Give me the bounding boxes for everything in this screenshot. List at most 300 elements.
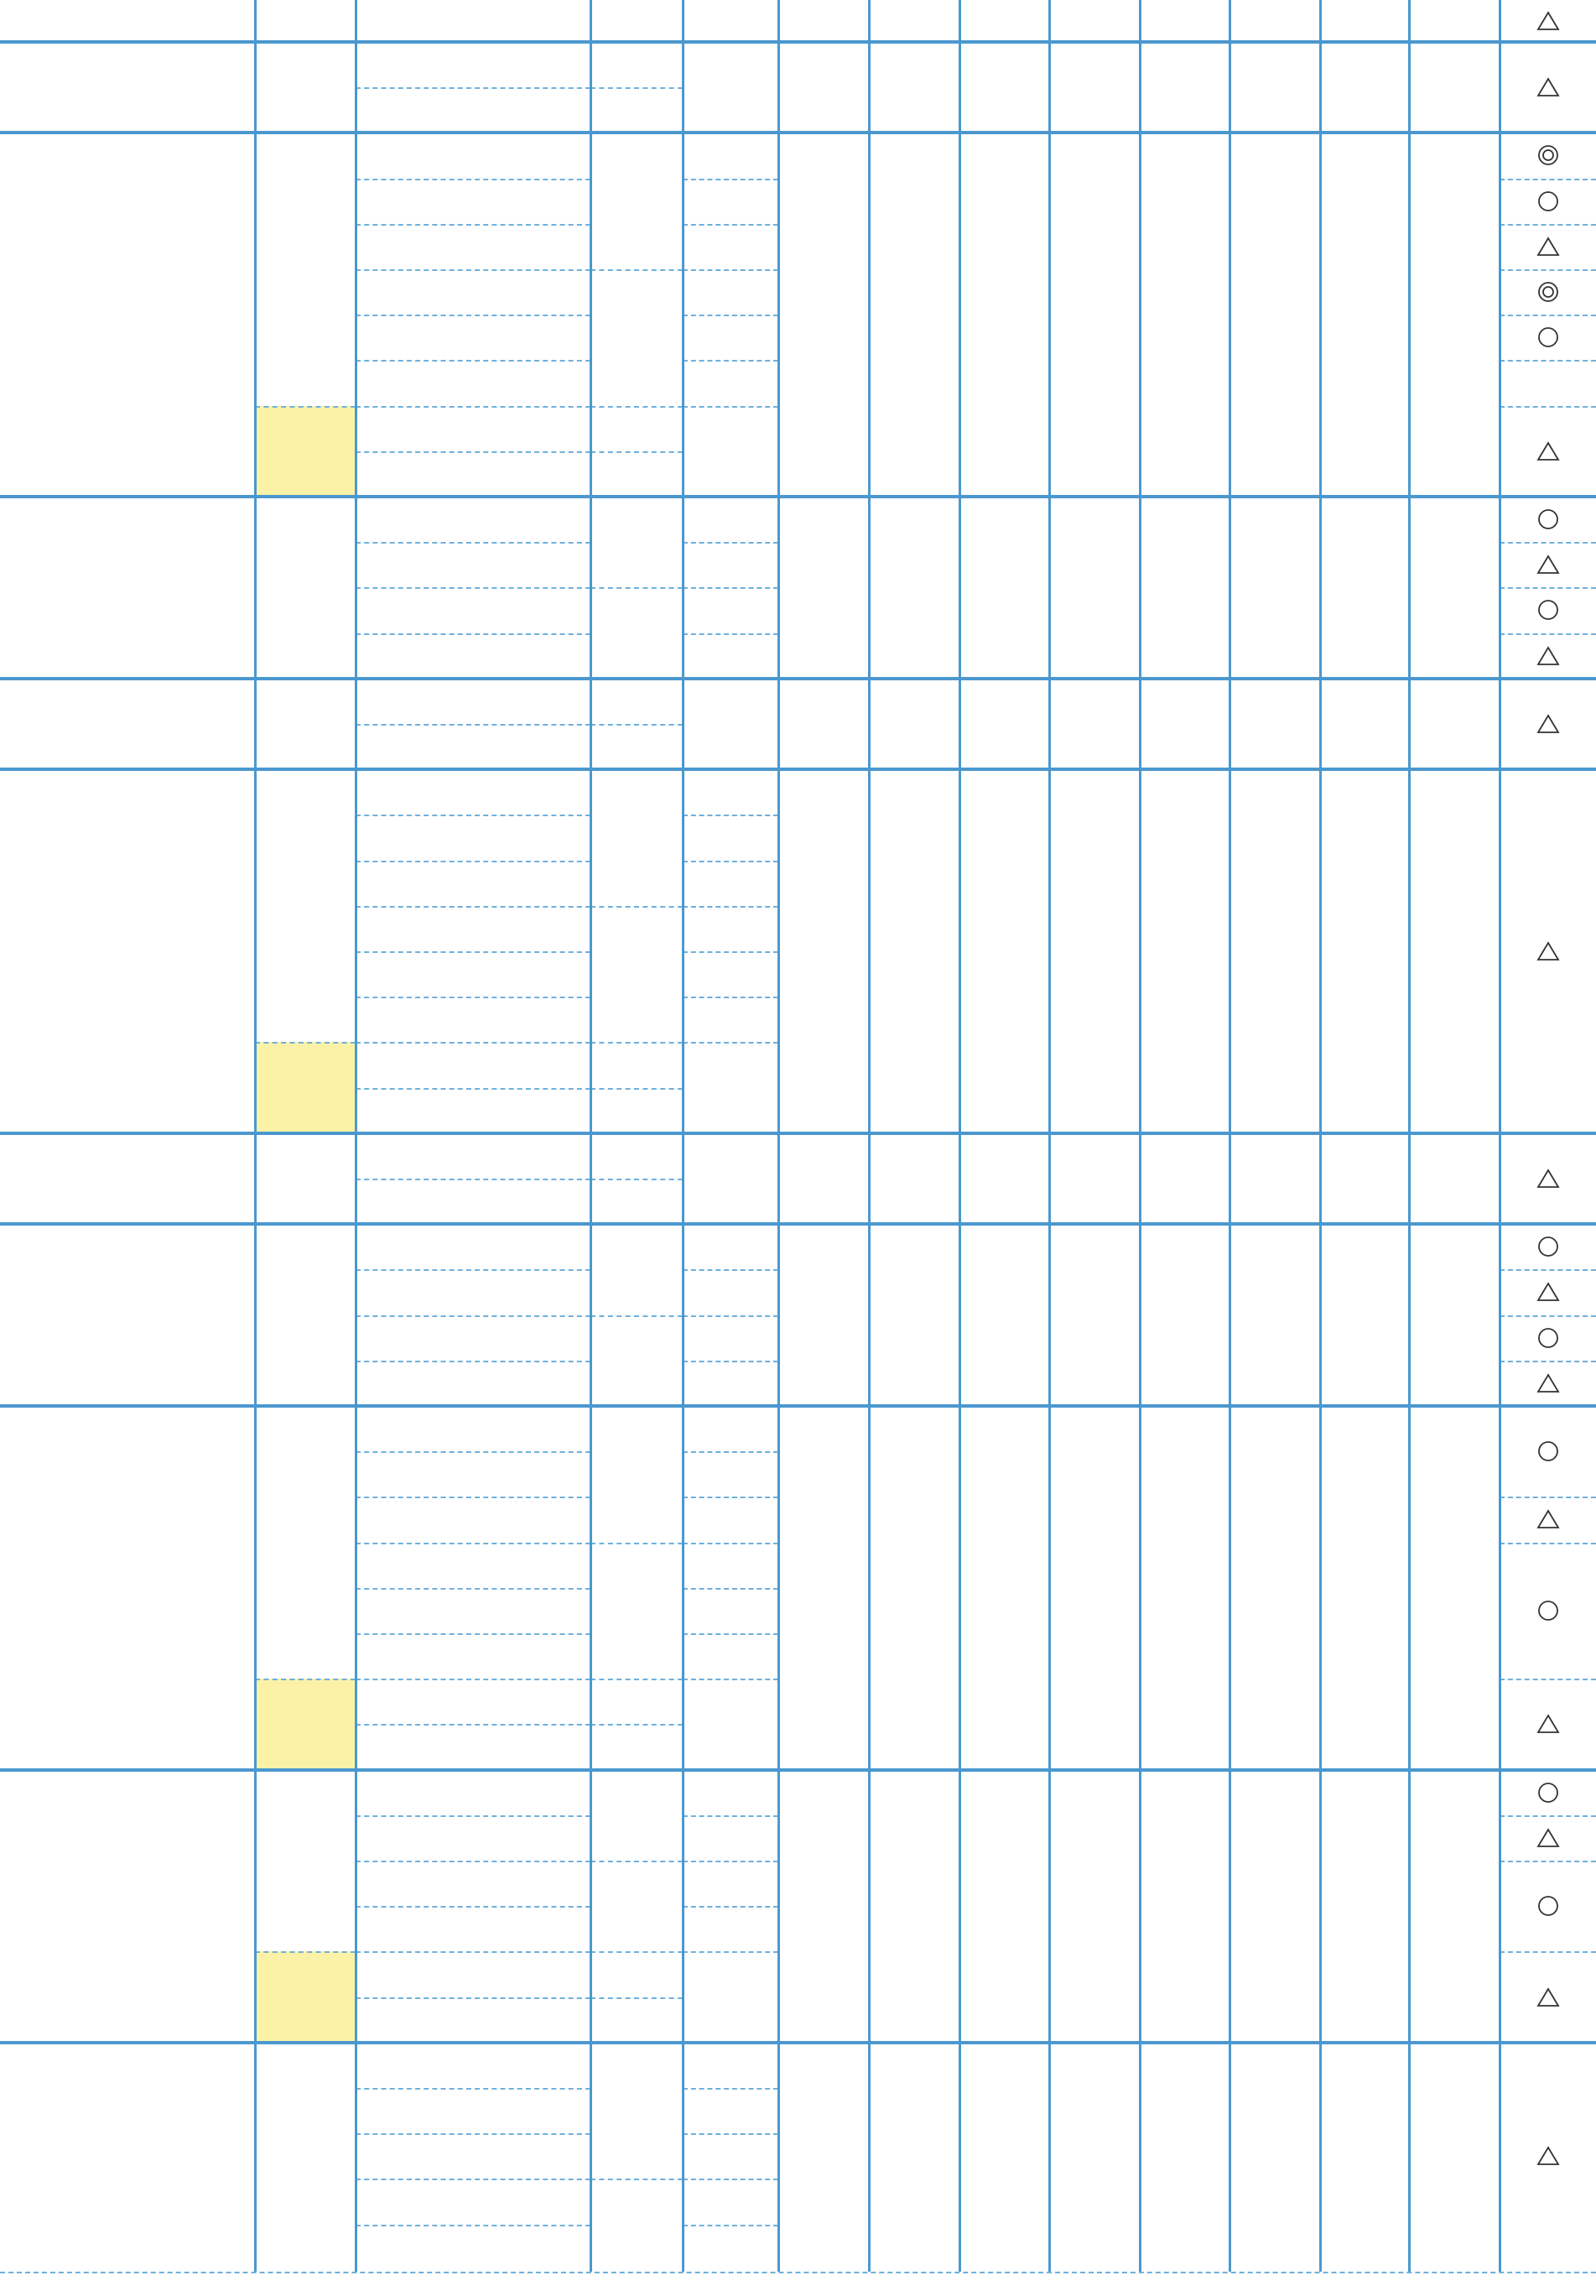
grid-line — [590, 1724, 683, 1726]
insert-code — [356, 2225, 590, 2270]
value-cell — [683, 769, 778, 815]
spec-d — [1049, 1770, 1140, 2043]
spec-f — [1229, 1406, 1320, 1770]
insert-code — [356, 1906, 590, 1951]
insert-code — [356, 315, 590, 360]
spec-b — [869, 133, 959, 497]
grid-line — [683, 951, 778, 953]
grid-line — [356, 1679, 590, 1680]
value-cell — [683, 1770, 778, 1815]
value-cell — [683, 2088, 778, 2133]
insert-code — [356, 360, 590, 405]
insert-code — [356, 1861, 590, 1906]
spec-c — [959, 42, 1049, 133]
grid-line — [1500, 406, 1596, 408]
grid-line — [590, 451, 683, 453]
insert-code — [356, 87, 590, 133]
spec-h — [1409, 1133, 1500, 1224]
grid-line — [1500, 1861, 1596, 1862]
grid-line — [1229, 0, 1231, 2272]
spec-d — [1049, 1406, 1140, 1770]
grid-line — [356, 861, 590, 862]
grid-line — [590, 0, 592, 2272]
spec-g — [1320, 679, 1409, 769]
grid-line — [356, 587, 590, 589]
grid-line — [683, 1543, 778, 1544]
value-cell — [683, 1543, 778, 1588]
value-cell — [683, 0, 778, 42]
grid-line — [356, 1315, 590, 1317]
grid-line — [254, 0, 257, 2272]
p-class-cell — [257, 1770, 356, 1952]
pitch-form-cell — [590, 587, 683, 678]
spec-e — [1140, 1133, 1229, 1224]
spec-g — [1320, 2043, 1409, 2270]
spec-c — [959, 133, 1049, 497]
insert-code — [356, 2043, 590, 2088]
grid-line — [255, 1679, 356, 1680]
spec-a — [778, 1770, 869, 2043]
thread-size-label — [0, 1770, 255, 2043]
grid-line — [356, 1951, 590, 1953]
triangle-grade-icon — [1500, 633, 1596, 679]
spec-h — [1409, 2043, 1500, 2270]
p-class-cell — [257, 1679, 356, 1769]
grid-line — [356, 1179, 590, 1180]
grid-line — [356, 1269, 590, 1271]
grid-line — [356, 315, 590, 316]
pitch-form-cell — [590, 133, 683, 269]
circle-grade-icon — [1500, 1861, 1596, 1951]
triangle-grade-icon — [1500, 1133, 1596, 1224]
insert-code — [356, 861, 590, 906]
insert-code — [356, 997, 590, 1042]
grid-line — [683, 633, 778, 635]
grid-line — [356, 2088, 590, 2090]
spec-g — [1320, 1133, 1409, 1224]
p-class-cell — [257, 1224, 356, 1406]
spec-c — [959, 1406, 1049, 1770]
triangle-grade-icon — [1500, 224, 1596, 269]
grid-line — [683, 542, 778, 544]
p-class-cell — [257, 769, 356, 1042]
grid-line — [356, 2133, 590, 2135]
spec-d — [1049, 133, 1140, 497]
triangle-grade-icon — [1500, 1269, 1596, 1315]
spec-e — [1140, 1406, 1229, 1770]
grid-line — [0, 2272, 1596, 2273]
spec-f — [1229, 679, 1320, 769]
grid-line — [868, 0, 871, 2272]
grid-line — [356, 951, 590, 953]
value-cell — [683, 2133, 778, 2179]
pitch-form-cell — [590, 1724, 683, 1769]
insert-code — [356, 1543, 590, 1588]
triangle-grade-icon — [1500, 2043, 1596, 2270]
grid-line — [1500, 1315, 1596, 1317]
value-cell — [683, 224, 778, 269]
value-cell — [683, 906, 778, 951]
grid-line — [356, 1724, 590, 1726]
value-cell — [683, 633, 778, 679]
spec-h — [1409, 679, 1500, 769]
value-cell — [683, 1633, 778, 1679]
insert-code — [356, 497, 590, 542]
grid-line — [682, 0, 684, 2272]
spec-c — [959, 2043, 1049, 2270]
grid-line — [683, 2179, 778, 2180]
pitch-form-cell — [590, 0, 683, 42]
insert-code — [356, 406, 590, 451]
grid-line — [590, 1543, 683, 1544]
grid-line — [590, 1179, 683, 1180]
grid-line — [356, 360, 590, 362]
triangle-grade-icon — [1500, 1951, 1596, 2042]
grid-line — [356, 1588, 590, 1590]
pitch-form-cell — [590, 1088, 683, 1133]
value-cell — [683, 2179, 778, 2224]
value-cell — [683, 360, 778, 405]
triangle-grade-icon — [1500, 769, 1596, 1133]
grid-line — [356, 997, 590, 998]
value-cell — [683, 269, 778, 315]
pitch-form-cell — [590, 406, 683, 451]
grid-line — [777, 0, 780, 2272]
spec-g — [1320, 1770, 1409, 2043]
grid-line — [590, 906, 683, 908]
grid-line — [1500, 224, 1596, 226]
pitch-form-cell — [590, 451, 683, 497]
pitch-form-cell — [590, 906, 683, 1043]
grid-line — [683, 360, 778, 362]
grid-line — [356, 1815, 590, 1817]
circle-grade-icon — [1500, 1406, 1596, 1497]
grid-line — [683, 1269, 778, 1271]
grid-line — [1500, 1361, 1596, 1362]
pitch-form-cell — [590, 2179, 683, 2269]
insert-code — [356, 1042, 590, 1087]
circle-grade-icon — [1500, 1224, 1596, 1269]
insert-code — [356, 42, 590, 87]
pitch-form-cell — [590, 269, 683, 406]
insert-code — [356, 587, 590, 633]
grid-line — [1500, 179, 1596, 180]
circle-grade-icon — [1500, 1770, 1596, 1815]
grid-line — [356, 906, 590, 908]
insert-code — [356, 1133, 590, 1179]
spec-d — [1049, 2043, 1140, 2270]
grid-line — [356, 815, 590, 816]
grid-line — [590, 1088, 683, 1090]
grid-line — [356, 1451, 590, 1453]
insert-code — [356, 2133, 590, 2179]
insert-code — [356, 1951, 590, 1997]
grid-line — [1408, 0, 1411, 2272]
insert-code — [356, 269, 590, 315]
value-cell — [683, 2043, 778, 2088]
grid-line — [356, 1997, 590, 1999]
grid-line — [356, 1088, 590, 1090]
pitch-form-cell — [590, 1679, 683, 1724]
grid-line — [683, 997, 778, 998]
grid-line — [683, 2225, 778, 2226]
insert-code — [356, 1633, 590, 1679]
spec-b — [869, 0, 959, 42]
value-cell — [683, 133, 778, 178]
thread-size-label — [0, 2043, 255, 2270]
insert-code — [356, 179, 590, 224]
circle-grade-icon — [1500, 1543, 1596, 1679]
insert-code — [356, 1269, 590, 1315]
value-cell — [683, 1315, 778, 1361]
spec-a — [778, 2043, 869, 2270]
pitch-form-cell — [590, 87, 683, 133]
spec-d — [1049, 769, 1140, 1133]
grid-line — [683, 1906, 778, 1908]
value-cell — [683, 179, 778, 224]
spec-c — [959, 497, 1049, 679]
spec-a — [778, 497, 869, 679]
value-cell — [683, 406, 778, 497]
insert-code — [356, 1179, 590, 1224]
value-cell — [683, 1451, 778, 1497]
spec-a — [778, 1133, 869, 1224]
grid-line — [590, 269, 683, 271]
pitch-form-cell — [590, 497, 683, 587]
grid-line — [683, 1815, 778, 1817]
grid-line — [590, 2179, 683, 2180]
spec-f — [1229, 0, 1320, 42]
grid-line — [356, 1042, 590, 1044]
grid-line — [356, 633, 590, 635]
grid-line — [683, 1588, 778, 1590]
spec-f — [1229, 133, 1320, 497]
spec-e — [1140, 0, 1229, 42]
grid-line — [590, 587, 683, 589]
spec-b — [869, 1406, 959, 1770]
insert-code — [356, 1088, 590, 1133]
spec-a — [778, 0, 869, 42]
pitch-form-cell — [590, 1406, 683, 1543]
thread-size-label — [0, 679, 255, 769]
thread-size-label — [0, 769, 255, 1133]
value-cell — [683, 815, 778, 860]
spec-d — [1049, 497, 1140, 679]
double-circle-grade-icon — [1500, 269, 1596, 315]
grid-line — [1500, 633, 1596, 635]
grid-line — [1500, 587, 1596, 589]
pitch-form-cell — [590, 1997, 683, 2043]
spec-h — [1409, 133, 1500, 497]
p-class-cell — [257, 497, 356, 679]
p-class-cell — [257, 2043, 356, 2270]
grid-line — [683, 406, 778, 408]
grid-line — [255, 1951, 356, 1953]
insert-code — [356, 1361, 590, 1406]
value-cell — [683, 1679, 778, 1769]
grid-line — [1319, 0, 1322, 2272]
p-class-cell — [257, 1133, 356, 1224]
insert-code — [356, 1815, 590, 1861]
spec-d — [1049, 679, 1140, 769]
insert-code — [356, 815, 590, 860]
pitch-form-cell — [590, 1951, 683, 1997]
value-cell — [683, 997, 778, 1042]
insert-code — [356, 542, 590, 587]
grid-line — [356, 542, 590, 544]
spec-b — [869, 2043, 959, 2270]
p-class-cell — [257, 1951, 356, 2042]
grid-line — [683, 1315, 778, 1317]
spec-f — [1229, 769, 1320, 1133]
pitch-form-cell — [590, 1315, 683, 1406]
grid-line — [356, 2179, 590, 2180]
pitch-form-cell — [590, 1133, 683, 1179]
triangle-grade-icon — [1500, 406, 1596, 497]
grid-line — [590, 1861, 683, 1862]
insert-code — [356, 724, 590, 769]
value-cell — [683, 1588, 778, 1633]
grid-line — [1499, 0, 1501, 2272]
spec-b — [869, 1770, 959, 2043]
grid-line — [356, 179, 590, 180]
insert-code — [356, 2179, 590, 2224]
pitch-form-cell — [590, 2043, 683, 2179]
spec-a — [778, 1224, 869, 1406]
grid-line — [356, 1497, 590, 1498]
insert-code — [356, 133, 590, 178]
grid-line — [683, 1951, 778, 1953]
thread-size-label — [0, 1133, 255, 1224]
grid-line — [683, 587, 778, 589]
spec-d — [1049, 42, 1140, 133]
spec-g — [1320, 1406, 1409, 1770]
insert-code — [356, 1724, 590, 1769]
spec-c — [959, 679, 1049, 769]
grid-line — [356, 451, 590, 453]
spec-f — [1229, 42, 1320, 133]
grid-line — [683, 815, 778, 816]
grid-line — [1500, 1679, 1596, 1680]
grid-line — [590, 1997, 683, 1999]
triangle-grade-icon — [1500, 1815, 1596, 1861]
circle-grade-icon — [1500, 1315, 1596, 1361]
pitch-form-cell — [590, 1224, 683, 1315]
grid-line — [1500, 542, 1596, 544]
grid-line — [356, 1361, 590, 1362]
spec-a — [778, 769, 869, 1133]
value-cell — [683, 1815, 778, 1861]
grid-line — [683, 1361, 778, 1362]
value-cell — [683, 1361, 778, 1406]
grid-line — [356, 2225, 590, 2226]
thread-size-label — [0, 0, 255, 42]
spec-c — [959, 0, 1049, 42]
spec-e — [1140, 679, 1229, 769]
spec-f — [1229, 497, 1320, 679]
grid-line — [683, 1497, 778, 1498]
grid-line — [1500, 1815, 1596, 1817]
insert-code — [356, 633, 590, 679]
grid-line — [356, 269, 590, 271]
spec-a — [778, 133, 869, 497]
grid-line — [683, 2088, 778, 2090]
pitch-form-cell — [590, 1543, 683, 1679]
grid-line — [590, 1042, 683, 1044]
grid-line — [356, 87, 590, 89]
grid-line — [1500, 360, 1596, 362]
grid-line — [683, 1451, 778, 1453]
value-cell — [683, 2225, 778, 2270]
value-cell — [683, 1497, 778, 1542]
pitch-form-cell — [590, 1179, 683, 1224]
insert-code — [356, 1497, 590, 1542]
spec-c — [959, 769, 1049, 1133]
grid-line — [683, 1679, 778, 1680]
spec-h — [1409, 1406, 1500, 1770]
insert-code — [356, 1451, 590, 1497]
double-circle-grade-icon — [1500, 133, 1596, 178]
grid-line — [590, 724, 683, 726]
spec-b — [869, 497, 959, 679]
circle-grade-icon — [1500, 587, 1596, 633]
grid-line — [683, 861, 778, 862]
triangle-grade-icon — [1500, 1679, 1596, 1769]
spec-c — [959, 1133, 1049, 1224]
p-class-cell — [257, 406, 356, 497]
spec-g — [1320, 42, 1409, 133]
insert-code — [356, 0, 590, 42]
grid-line — [683, 1861, 778, 1862]
spec-a — [778, 679, 869, 769]
grid-line — [355, 0, 357, 2272]
grid-line — [590, 406, 683, 408]
grid-line — [356, 406, 590, 408]
spec-e — [1140, 133, 1229, 497]
value-cell — [683, 951, 778, 997]
blank-grade-cell — [1500, 360, 1596, 405]
spec-e — [1140, 769, 1229, 1133]
value-cell — [683, 1951, 778, 2042]
value-cell — [683, 42, 778, 133]
value-cell — [683, 679, 778, 769]
spec-d — [1049, 1224, 1140, 1406]
insert-code — [356, 951, 590, 997]
thread-size-label — [0, 133, 255, 497]
value-cell — [683, 497, 778, 542]
grid-line — [683, 2133, 778, 2135]
spec-d — [1049, 0, 1140, 42]
pitch-form-cell — [590, 1042, 683, 1087]
insert-code — [356, 1224, 590, 1269]
value-cell — [683, 1861, 778, 1906]
grid-line — [959, 0, 961, 2272]
grid-line — [255, 1042, 356, 1044]
spec-e — [1140, 2043, 1229, 2270]
p-class-cell — [257, 1042, 356, 1132]
grid-line — [1500, 269, 1596, 271]
value-cell — [683, 1269, 778, 1315]
grid-line — [1500, 1269, 1596, 1271]
insert-code — [356, 2088, 590, 2133]
grid-line — [590, 87, 683, 89]
insert-code — [356, 906, 590, 951]
grid-line — [590, 1679, 683, 1680]
grid-line — [683, 315, 778, 316]
insert-code — [356, 1770, 590, 1815]
triangle-grade-icon — [1500, 679, 1596, 769]
spec-b — [869, 679, 959, 769]
